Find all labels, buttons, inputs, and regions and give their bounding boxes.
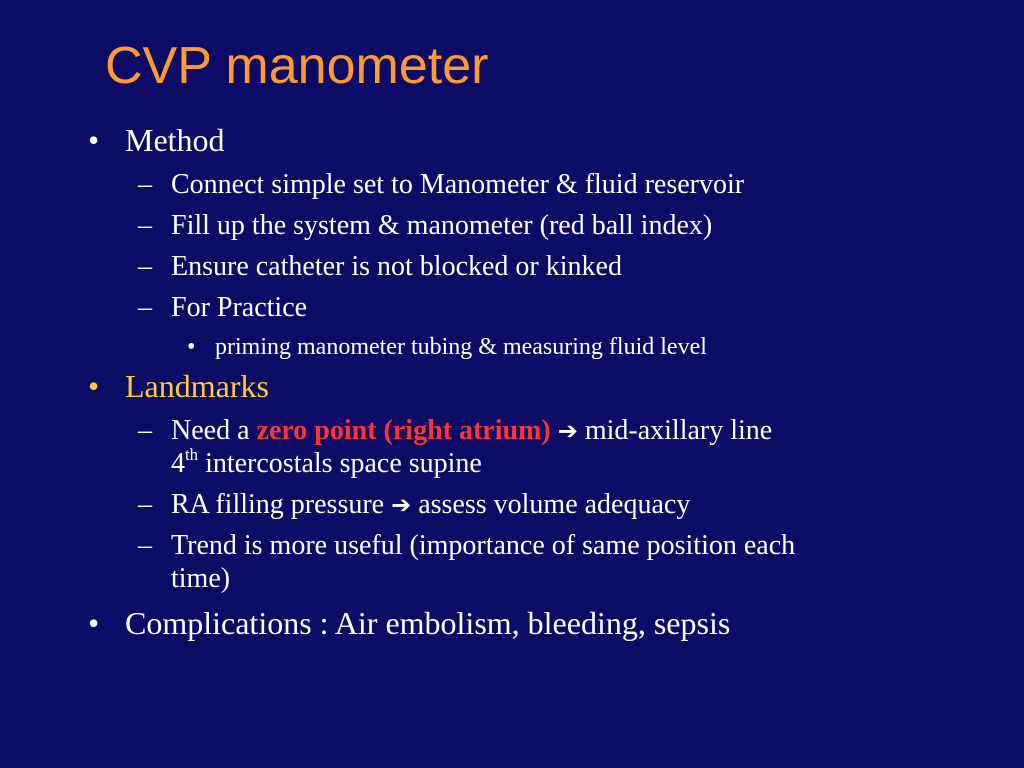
landmarks-item-1	[171, 415, 772, 447]
arrow-right-icon: ➔	[557, 417, 578, 445]
method-heading: Method	[125, 122, 225, 158]
method-item-4: For Practice	[171, 292, 308, 323]
intercostal-number: 4	[171, 448, 185, 479]
dash-icon: –	[138, 210, 152, 241]
dash-icon: –	[138, 251, 152, 282]
dash-icon: –	[138, 169, 152, 200]
bullet-icon: •	[88, 368, 100, 404]
landmarks-item-3-line1: Trend is more useful (importance of same position each	[171, 530, 796, 561]
ordinal-suffix: th	[185, 444, 199, 464]
method-item-2: Fill up the system & manometer (red ball index)	[171, 210, 713, 241]
complications-text: Complications : Air embolism, bleeding, sepsis	[125, 605, 731, 641]
dash-icon: –	[138, 292, 152, 323]
slide-title: CVP manometer	[105, 37, 489, 95]
landmarks-item-3-line2: time)	[171, 563, 231, 594]
landmarks-item-1-prefix: Need a	[171, 415, 257, 446]
landmarks-item-1-suffix: mid-axillary line	[577, 415, 773, 446]
bullet-icon: •	[187, 334, 196, 360]
landmarks-item-2	[171, 489, 690, 521]
landmarks-item-2-suffix: assess volume adequacy	[411, 489, 691, 520]
method-item-1: Connect simple set to Manometer & fluid reservoir	[171, 169, 745, 200]
method-sub-item: priming manometer tubing & measuring fluid level	[215, 334, 707, 360]
dash-icon: –	[138, 489, 152, 520]
zero-point-highlight: zero point (right atrium)	[256, 415, 551, 446]
landmarks-item-2-prefix: RA filling pressure	[171, 489, 392, 520]
intercostal-text: intercostals space supine	[198, 448, 482, 479]
landmarks-item-1-line2	[171, 444, 482, 480]
bullet-icon: •	[88, 122, 100, 158]
method-item-3: Ensure catheter is not blocked or kinked	[171, 251, 622, 282]
arrow-right-icon: ➔	[391, 491, 412, 519]
bullet-icon: •	[88, 605, 100, 641]
dash-icon: –	[138, 530, 152, 561]
dash-icon: –	[138, 415, 152, 446]
landmarks-heading: Landmarks	[125, 368, 269, 404]
